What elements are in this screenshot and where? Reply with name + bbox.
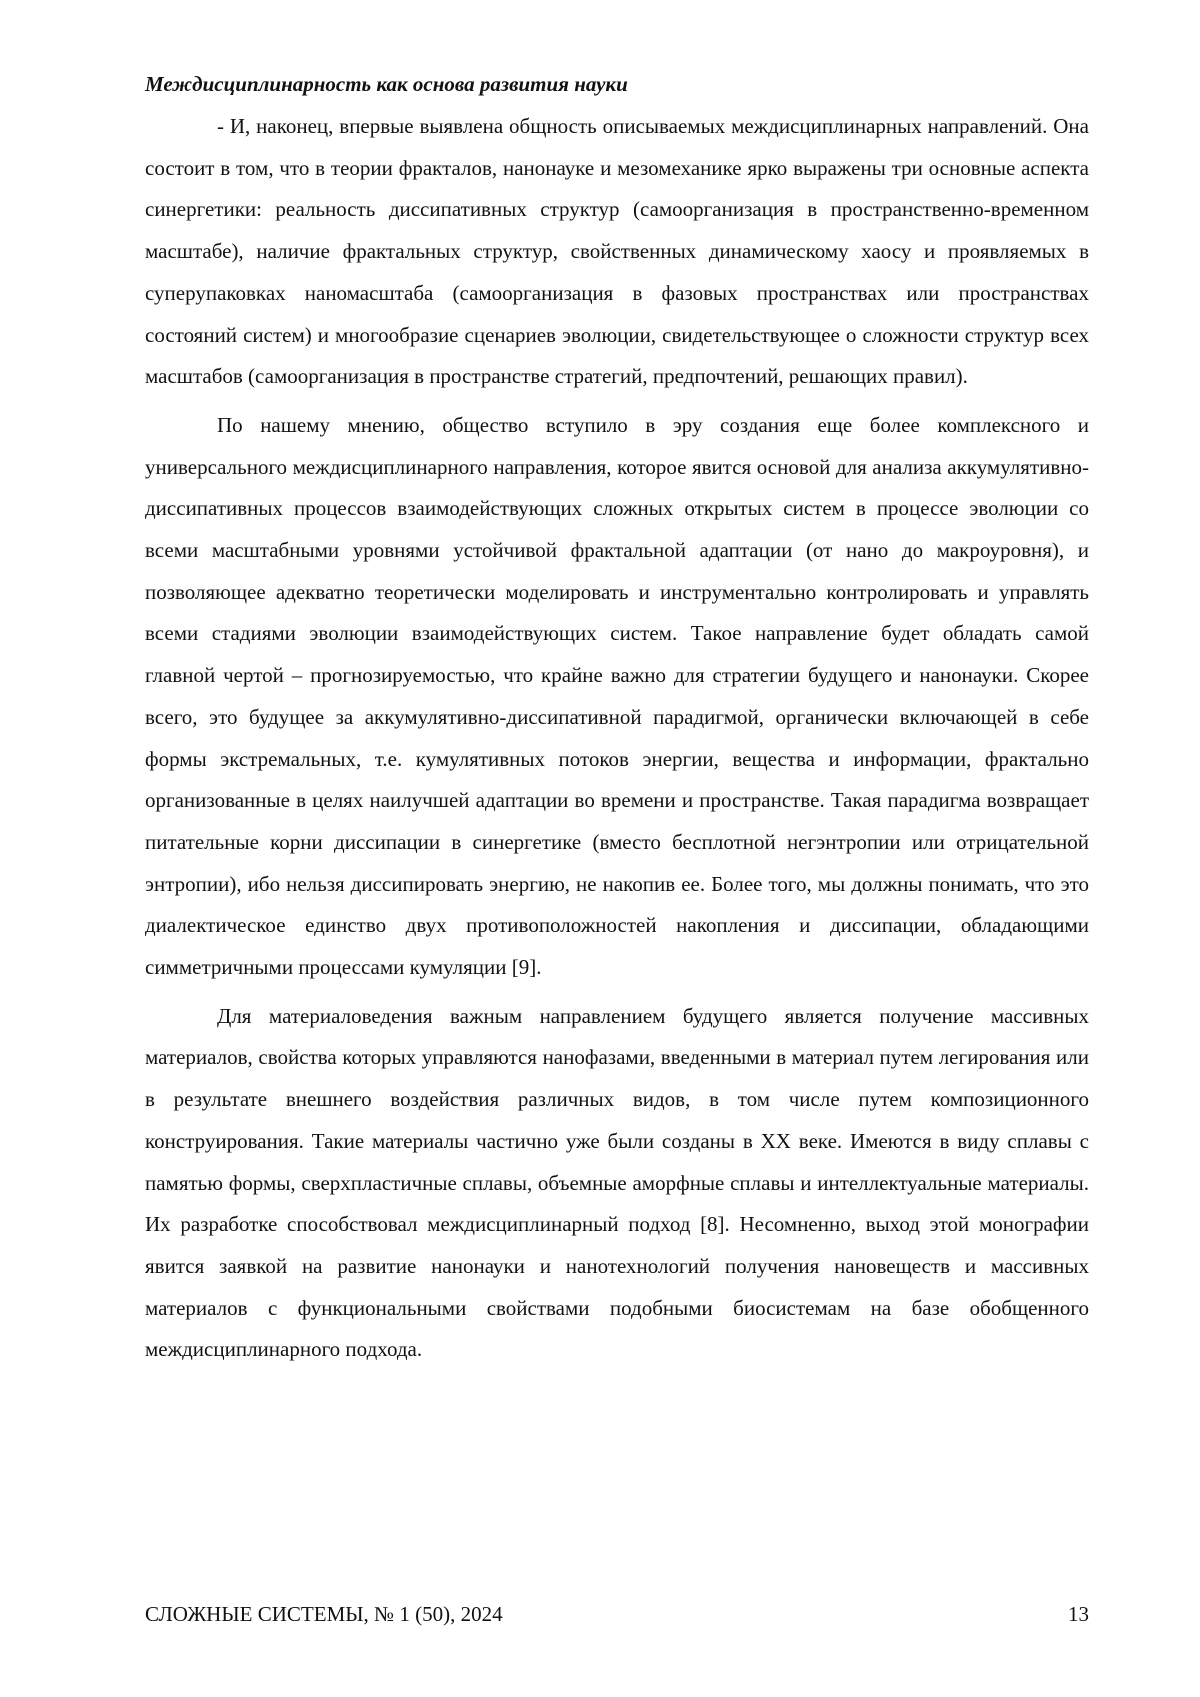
page-footer: [145, 1600, 1089, 1628]
paragraph-1: - И, наконец, впервые выявлена общность описываемых междисциплинарных направлений. Она состоит в том, что в теории фракталов, нанонауке и мезомеханике ярко выражены три основные аспекта синергетики: реальность диссипативных структур (самоорганизация в пространственно-временном масштабе), наличие фрактальных структур, свойственных динамическому хаосу и проявляемых в суперупаковках наномасштаба (самоорганизация в фазовых пространствах или пространствах состояний систем) и многообразие сценариев эволюции, свидетельствующее о сложности структур всех масштабов (самоорганизация в пространстве стратегий, предпочтений, решающих правил).: [145, 106, 1089, 398]
page-number: 13: [1068, 1600, 1089, 1628]
page-body: [145, 70, 1089, 1378]
journal-citation: СЛОЖНЫЕ СИСТЕМЫ, № 1 (50), 2024: [145, 1600, 503, 1628]
paragraph-2: По нашему мнению, общество вступило в эру создания еще более комплексного и универсального междисциплинарного направления, которое явится основой для анализа аккумулятивно-диссипативных процессов взаимодействующих сложных открытых систем в процессе эволюции со всеми масштабными уровнями устойчивой фрактальной адаптации (от нано до макроуровня), и позволяющее адекватно теоретически моделировать и инструментально контролировать и управлять всеми стадиями эволюции взаимодействующих систем. Такое направление будет обладать самой главной чертой – прогнозируемостью, что крайне важно для стратегии будущего и нанонауки. Скорее всего, это будущее за аккумулятивно-диссипативной парадигмой, органически включающей в себе формы экстремальных, т.е. кумулятивных потоков энергии, вещества и информации, фрактально организованные в целях наилучшей адаптации во времени и пространстве. Такая парадигма возвращает питательные корни диссипации в синергетике (вместо бесплотной негэнтропии или отрицательной энтропии), ибо нельзя диссипировать энергию, не накопив ее. Более того, мы должны понимать, что это диалектическое единство двух противоположностей накопления и диссипации, обладающими симметричными процессами кумуляции [9].: [145, 405, 1089, 989]
paragraph-3: Для материаловедения важным направлением будущего является получение массивных материалов, свойства которых управляются нанофазами, введенными в материал путем легирования или в результате внешнего воздействия различных видов, в том числе путем композиционного конструирования. Такие материалы частично уже были созданы в XX веке. Имеются в виду сплавы с памятью формы, сверхпластичные сплавы, объемные аморфные сплавы и интеллектуальные материалы. Их разработке способствовал междисциплинарный подход [8]. Несомненно, выход этой монографии явится заявкой на развитие нанонауки и нанотехнологий получения нановеществ и массивных материалов с функциональными свойствами подобными биосистемам на базе обобщенного междисциплинарного подхода.: [145, 996, 1089, 1371]
running-title: Междисциплинарность как основа развития науки: [145, 70, 1089, 98]
